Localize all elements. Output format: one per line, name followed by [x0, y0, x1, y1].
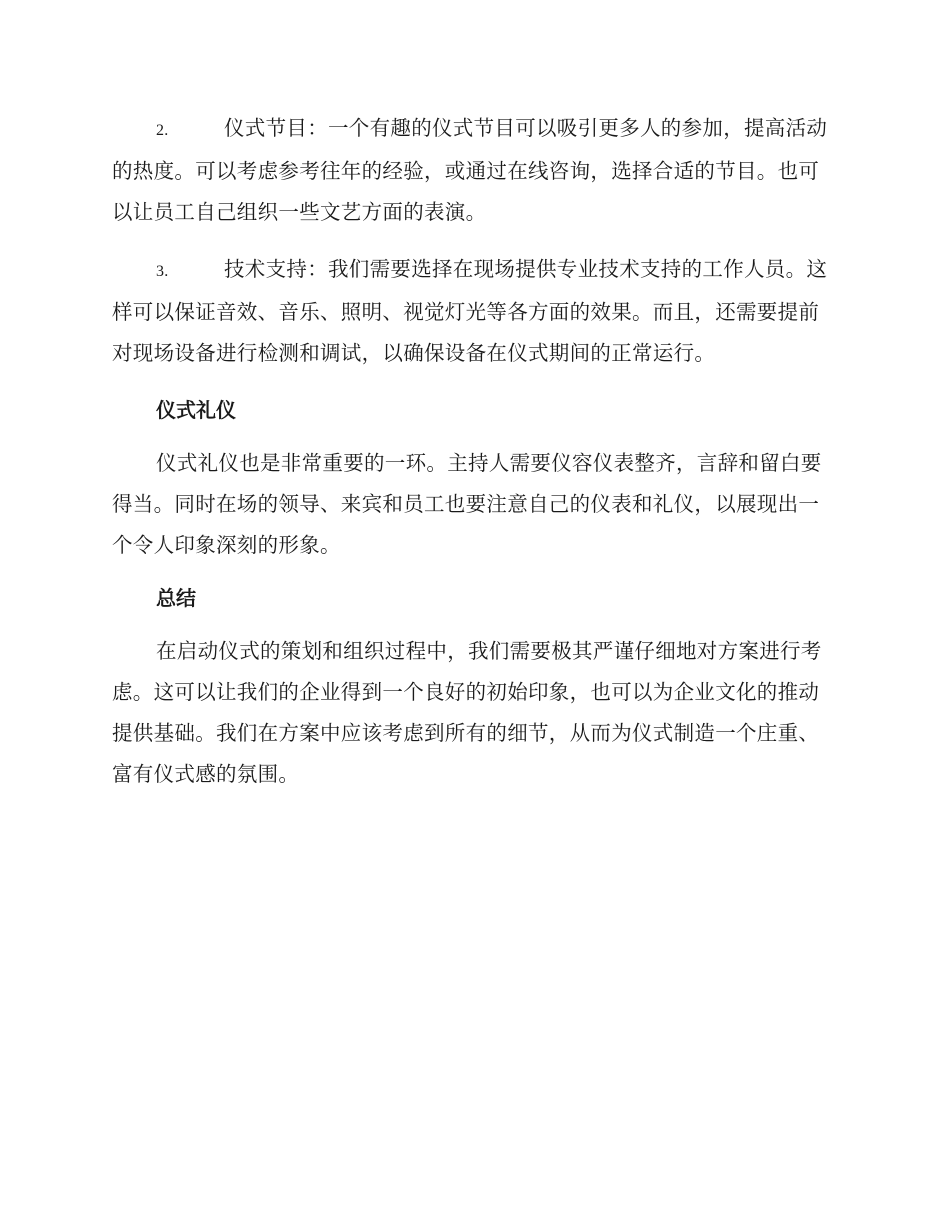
list-item-tech-support — [112, 249, 834, 374]
section-heading-summary: 总结 — [156, 586, 196, 610]
list-item-text: 技术支持：我们需要选择在现场提供专业技术支持的工作人员。这样可以保证音效、音乐、照明、视觉灯光等各方面的效果。而且，还需要提前对现场设备进行检测和调试，以确保设备在仪式期间的正常运行。 — [112, 257, 828, 365]
list-item-program — [112, 108, 834, 233]
list-number: 2. — [156, 122, 169, 139]
document-content — [112, 108, 834, 807]
section-paragraph-summary: 在启动仪式的策划和组织过程中，我们需要极其严谨仔细地对方案进行考虑。这可以让我们的企业得到一个良好的初始印象，也可以为企业文化的推动提供基础。我们在方案中应该考虑到所有的细节，从而为仪式制造一个庄重、富有仪式感的氛围。 — [112, 639, 822, 786]
list-number: 3. — [156, 263, 169, 280]
section-heading-etiquette: 仪式礼仪 — [156, 398, 236, 422]
section-paragraph-etiquette: 仪式礼仪也是非常重要的一环。主持人需要仪容仪表整齐，言辞和留白要得当。同时在场的领导、来宾和员工也要注意自己的仪表和礼仪，以展现出一个令人印象深刻的形象。 — [112, 451, 822, 557]
list-item-text: 仪式节目：一个有趣的仪式节目可以吸引更多人的参加，提高活动的热度。可以考虑参考往年的经验，或通过在线咨询，选择合适的节目。也可以让员工自己组织一些文艺方面的表演。 — [112, 116, 828, 224]
